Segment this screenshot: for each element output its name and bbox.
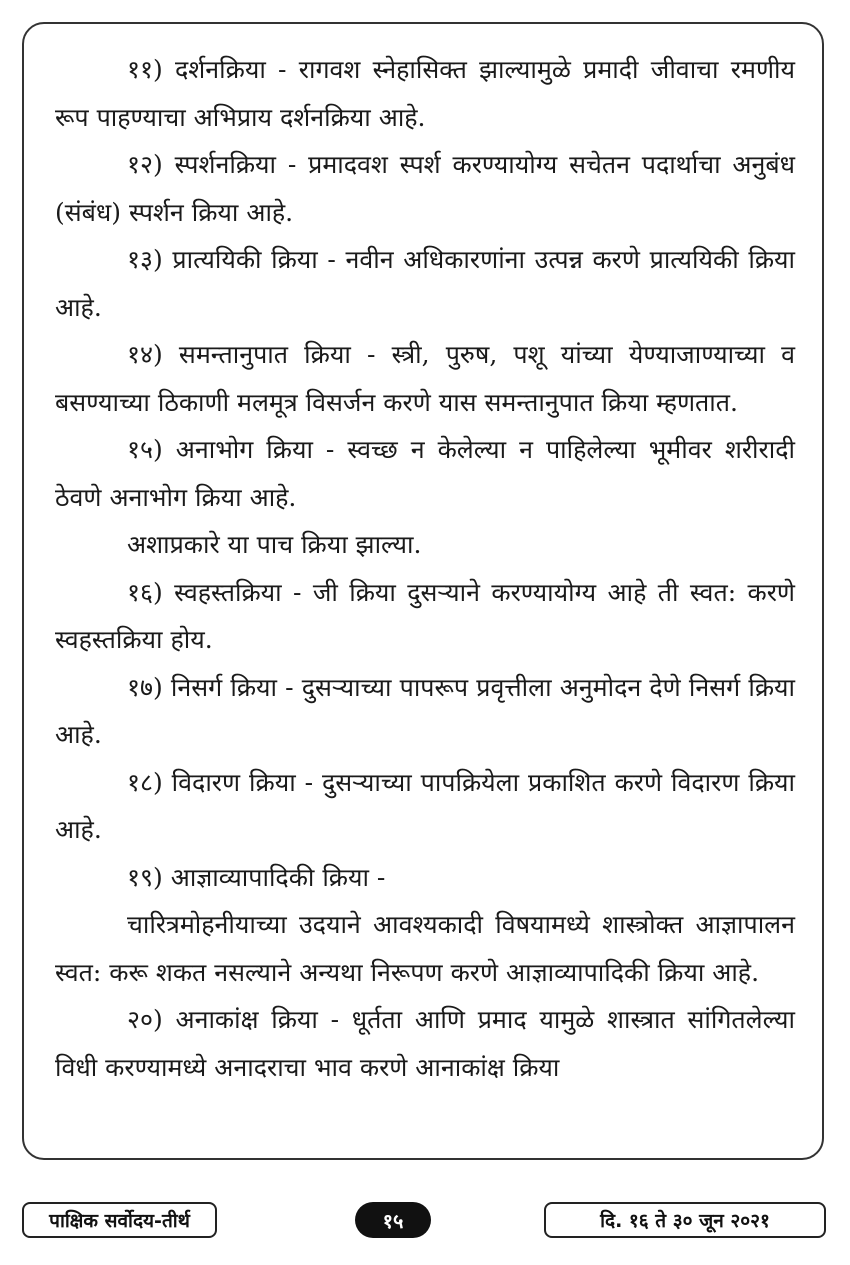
issue-date: दि. १६ ते ३० जून २०२१: [544, 1202, 826, 1238]
paragraph-adnyavyapadiki-body: चारित्रमोहनीयाच्या उदयाने आवश्यकादी विषयामध्ये शास्त्रोक्त आज्ञापालन स्वत: करू शकत नसल्याने अन्यथा निरूपण करणे आज्ञाव्यापादिकी क्रिया आहे.: [55, 910, 795, 987]
paragraph-summary: अशाप्रकारे या पाच क्रिया झाल्या.: [127, 530, 422, 559]
page-footer: [0, 1202, 850, 1242]
paragraph-darshan-kriya: ११) दर्शनक्रिया - रागवश स्नेहासिक्त झाल्यामुळे प्रमादी जीवाचा रमणीय रूप पाहण्याचा अभिप्राय दर्शनक्रिया आहे.: [55, 55, 795, 132]
paragraph-anabhog-kriya: १५) अनाभोग क्रिया - स्वच्छ न केलेल्या न पाहिलेल्या भूमीवर शरीरादी ठेवणे अनाभोग क्रिया आहे.: [55, 435, 795, 512]
paragraph-vidaran-kriya: १८) विदारण क्रिया - दुसऱ्याच्या पापक्रियेला प्रकाशित करणे विदारण क्रिया आहे.: [55, 767, 795, 844]
paragraph-pratyayiki-kriya: १३) प्रात्ययिकी क्रिया - नवीन अधिकारणांना उत्पन्न करणे प्रात्ययिकी क्रिया आहे.: [55, 245, 795, 322]
paragraph-nisarg-kriya: १७) निसर्ग क्रिया - दुसऱ्याच्या पापरूप प्रवृत्तीला अनुमोदन देणे निसर्ग क्रिया आहे.: [55, 672, 795, 749]
article-body: [55, 46, 795, 1091]
paragraph-sparshan-kriya: १२) स्पर्शनक्रिया - प्रमादवश स्पर्श करण्यायोग्य सचेतन पदार्थाचा अनुबंध (संबंध) स्पर्शन क्रिया आहे.: [55, 150, 795, 227]
page-number-badge: १५: [355, 1202, 431, 1238]
paragraph-samantanupat-kriya: १४) समन्तानुपात क्रिया - स्त्री, पुरुष, पशू यांच्या येण्याजाण्याच्या व बसण्याच्या ठिकाणी मलमूत्र विसर्जन करणे यास समन्तानुपात क्रिया म्हणतात.: [55, 340, 795, 417]
publication-name: पाक्षिक सर्वोदय-तीर्थ: [22, 1202, 217, 1238]
paragraph-swahast-kriya: १६) स्वहस्तक्रिया - जी क्रिया दुसऱ्याने करण्यायोग्य आहे ती स्वत: करणे स्वहस्तक्रिया होय.: [55, 577, 795, 654]
paragraph-adnyavyapadiki-heading: १९) आज्ञाव्यापादिकी क्रिया -: [127, 862, 386, 892]
paragraph-anakanksh-kriya: २०) अनाकांक्ष क्रिया - धूर्तता आणि प्रमाद यामुळे शास्त्रात सांगितलेल्या विधी करण्यामध्ये अनादराचा भाव करणे आनाकांक्ष क्रिया: [55, 1005, 795, 1082]
